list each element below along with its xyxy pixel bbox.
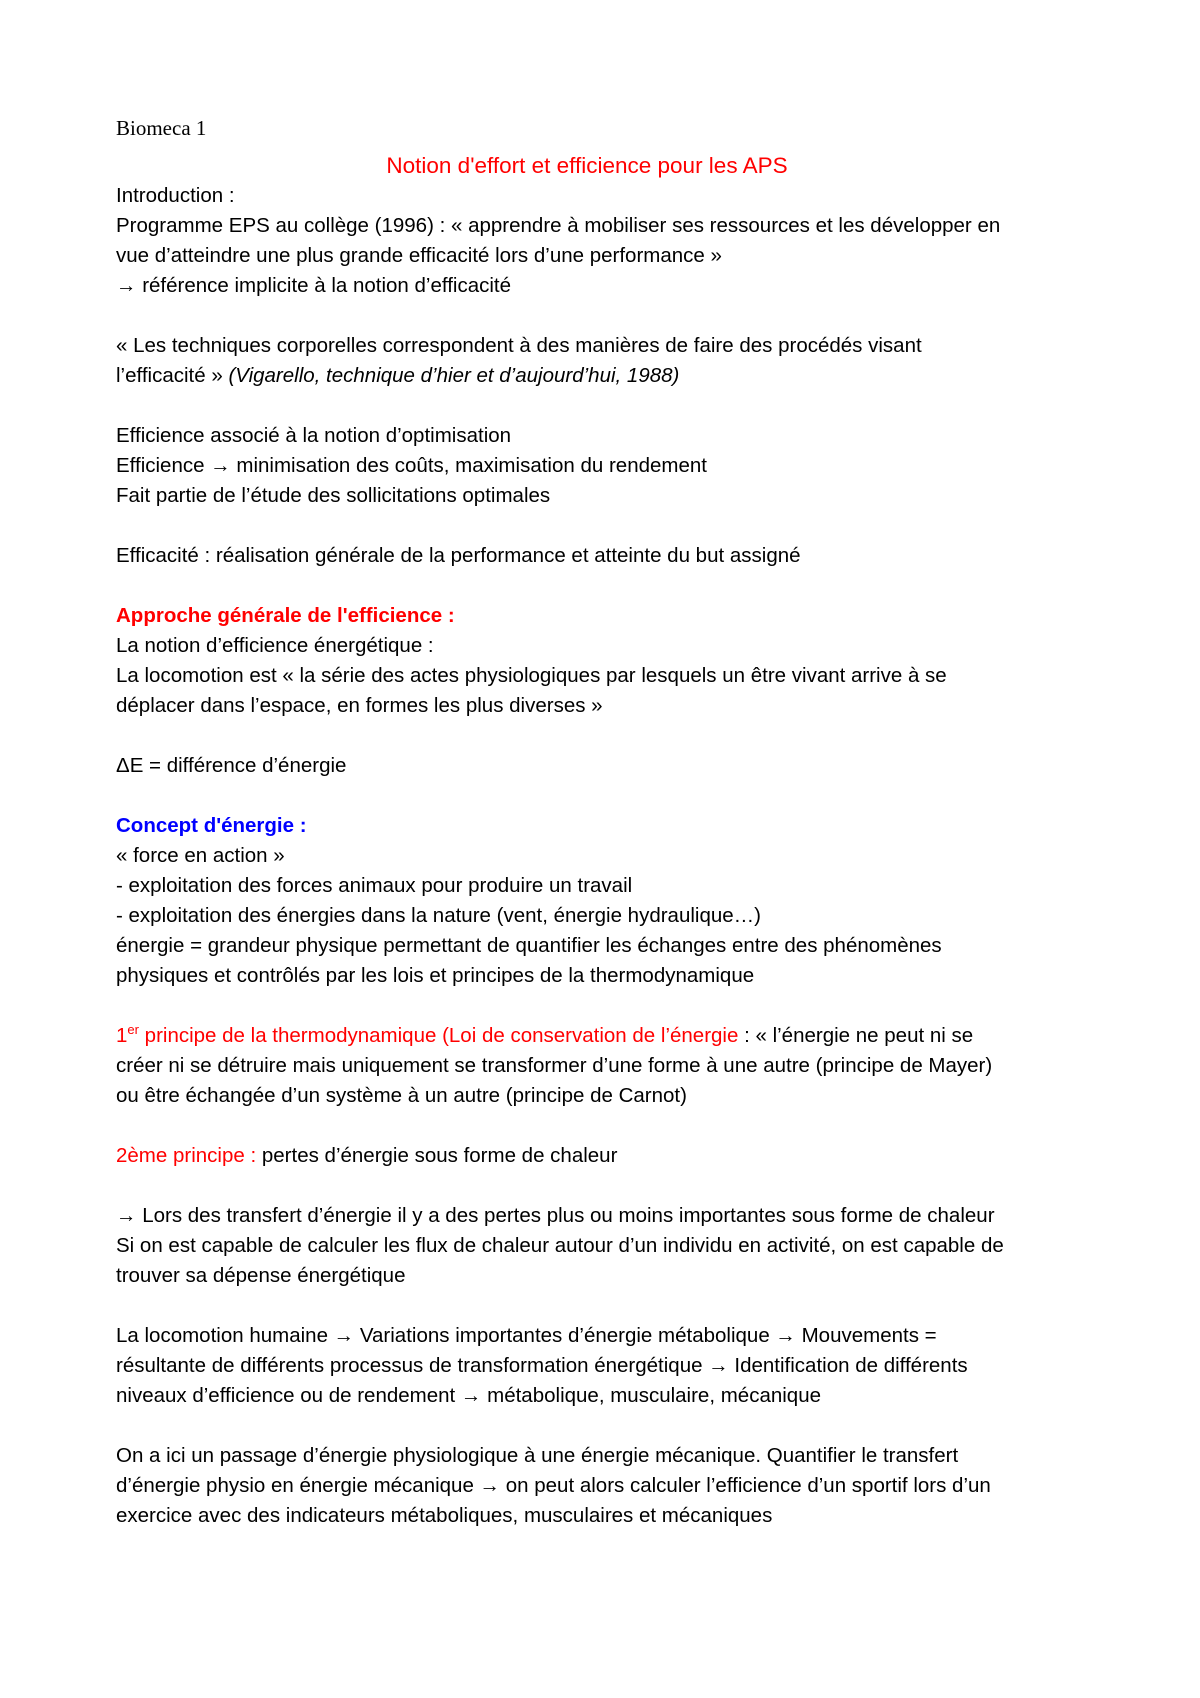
locomotion-line-2: déplacer dans l’espace, en formes les plus diverses » xyxy=(116,694,603,717)
document-body xyxy=(116,113,1106,1531)
forces-animaux: - exploitation des forces animaux pour produire un travail xyxy=(116,874,633,897)
techniques-text: l’efficacité » xyxy=(116,364,229,387)
notion-efficience: La notion d’efficience énergétique : xyxy=(116,634,434,657)
spacer xyxy=(116,391,1106,421)
principe1-heading: principe de la thermodynamique (Loi de conservation de l’énergie xyxy=(138,1024,739,1047)
principe1-rest: : « l’énergie ne peut ni se xyxy=(738,1024,974,1047)
spacer xyxy=(116,1111,1106,1141)
principe1-superscript: er xyxy=(127,1022,139,1038)
locomotion-humaine-2: résultante de différents processus de transformation énergétique → Identification de différents xyxy=(116,1354,968,1377)
principe2-line xyxy=(116,1141,1106,1171)
course-label: Biomeca 1 xyxy=(116,116,207,140)
spacer xyxy=(116,991,1106,1021)
principe1-line-1 xyxy=(116,1021,1106,1051)
principe2-rest: pertes d’énergie sous forme de chaleur xyxy=(256,1144,618,1167)
principe1-line-3: ou être échangée d’un système à un autre (principe de Carnot) xyxy=(116,1084,687,1107)
energie-definition-1: énergie = grandeur physique permettant de quantifier les échanges entre des phénomènes xyxy=(116,934,942,957)
sollicitations-optimales: Fait partie de l’étude des sollicitations optimales xyxy=(116,484,551,507)
flux-chaleur-1: Si on est capable de calculer les flux de chaleur autour d’un individu en activité, on est capable de xyxy=(116,1234,1004,1257)
principe2-heading: 2ème principe : xyxy=(116,1144,257,1167)
efficience-couts: Efficience → minimisation des coûts, maximisation du rendement xyxy=(116,454,707,477)
spacer xyxy=(116,721,1106,751)
programme-line-2: vue d’atteindre une plus grande efficacité lors d’une performance » xyxy=(116,244,722,267)
spacer xyxy=(116,571,1106,601)
spacer xyxy=(116,1411,1106,1441)
force-en-action: « force en action » xyxy=(116,844,285,867)
principe1-line-2: créer ni se détruire mais uniquement se transformer d’une forme à une autre (principe de Mayer) xyxy=(116,1054,993,1077)
passage-energie-3: exercice avec des indicateurs métaboliques, musculaires et mécaniques xyxy=(116,1504,773,1527)
concept-heading: Concept d'énergie : xyxy=(116,814,307,837)
implicit-reference: → référence implicite à la notion d’efficacité xyxy=(116,274,512,297)
efficience-optimisation: Efficience associé à la notion d’optimisation xyxy=(116,424,512,447)
transfert-pertes: → Lors des transfert d’énergie il y a des pertes plus ou moins importantes sous forme de chaleur xyxy=(116,1204,995,1227)
locomotion-humaine-1: La locomotion humaine → Variations importantes d’énergie métabolique → Mouvements = xyxy=(116,1324,937,1347)
intro-heading: Introduction : xyxy=(116,184,235,207)
passage-energie-1: On a ici un passage d’énergie physiologique à une énergie mécanique. Quantifier le transfert xyxy=(116,1444,959,1467)
locomotion-line-1: La locomotion est « la série des actes physiologiques par lesquels un être vivant arrive à se xyxy=(116,664,947,687)
principe1-number: 1 xyxy=(116,1024,128,1047)
spacer xyxy=(116,1291,1106,1321)
passage-energie-2: d’énergie physio en énergie mécanique → on peut alors calculer l’efficience d’un sportif lors d’un xyxy=(116,1474,991,1497)
programme-line-1: Programme EPS au collège (1996) : « apprendre à mobiliser ses ressources et les développer en xyxy=(116,214,1001,237)
delta-e-definition: ΔE = différence d’énergie xyxy=(116,754,347,777)
spacer xyxy=(116,781,1106,811)
spacer xyxy=(116,1171,1106,1201)
locomotion-humaine-3: niveaux d’efficience ou de rendement → métabolique, musculaire, mécanique xyxy=(116,1384,822,1407)
energies-nature: - exploitation des énergies dans la nature (vent, énergie hydraulique…) xyxy=(116,904,761,927)
energie-definition-2: physiques et contrôlés par les lois et principes de la thermodynamique xyxy=(116,964,755,987)
flux-chaleur-2: trouver sa dépense énergétique xyxy=(116,1264,406,1287)
document-title: Notion d'effort et efficience pour les APS xyxy=(386,153,788,178)
spacer xyxy=(116,511,1106,541)
techniques-line-2 xyxy=(116,361,1106,391)
approche-heading: Approche générale de l'efficience : xyxy=(116,604,455,627)
vigarello-citation: (Vigarello, technique d’hier et d’aujourd’hui, 1988) xyxy=(228,364,680,387)
techniques-line-1: « Les techniques corporelles correspondent à des manières de faire des procédés visant xyxy=(116,334,922,357)
efficacite-definition: Efficacité : réalisation générale de la performance et atteinte du but assigné xyxy=(116,544,801,567)
spacer xyxy=(116,301,1106,331)
